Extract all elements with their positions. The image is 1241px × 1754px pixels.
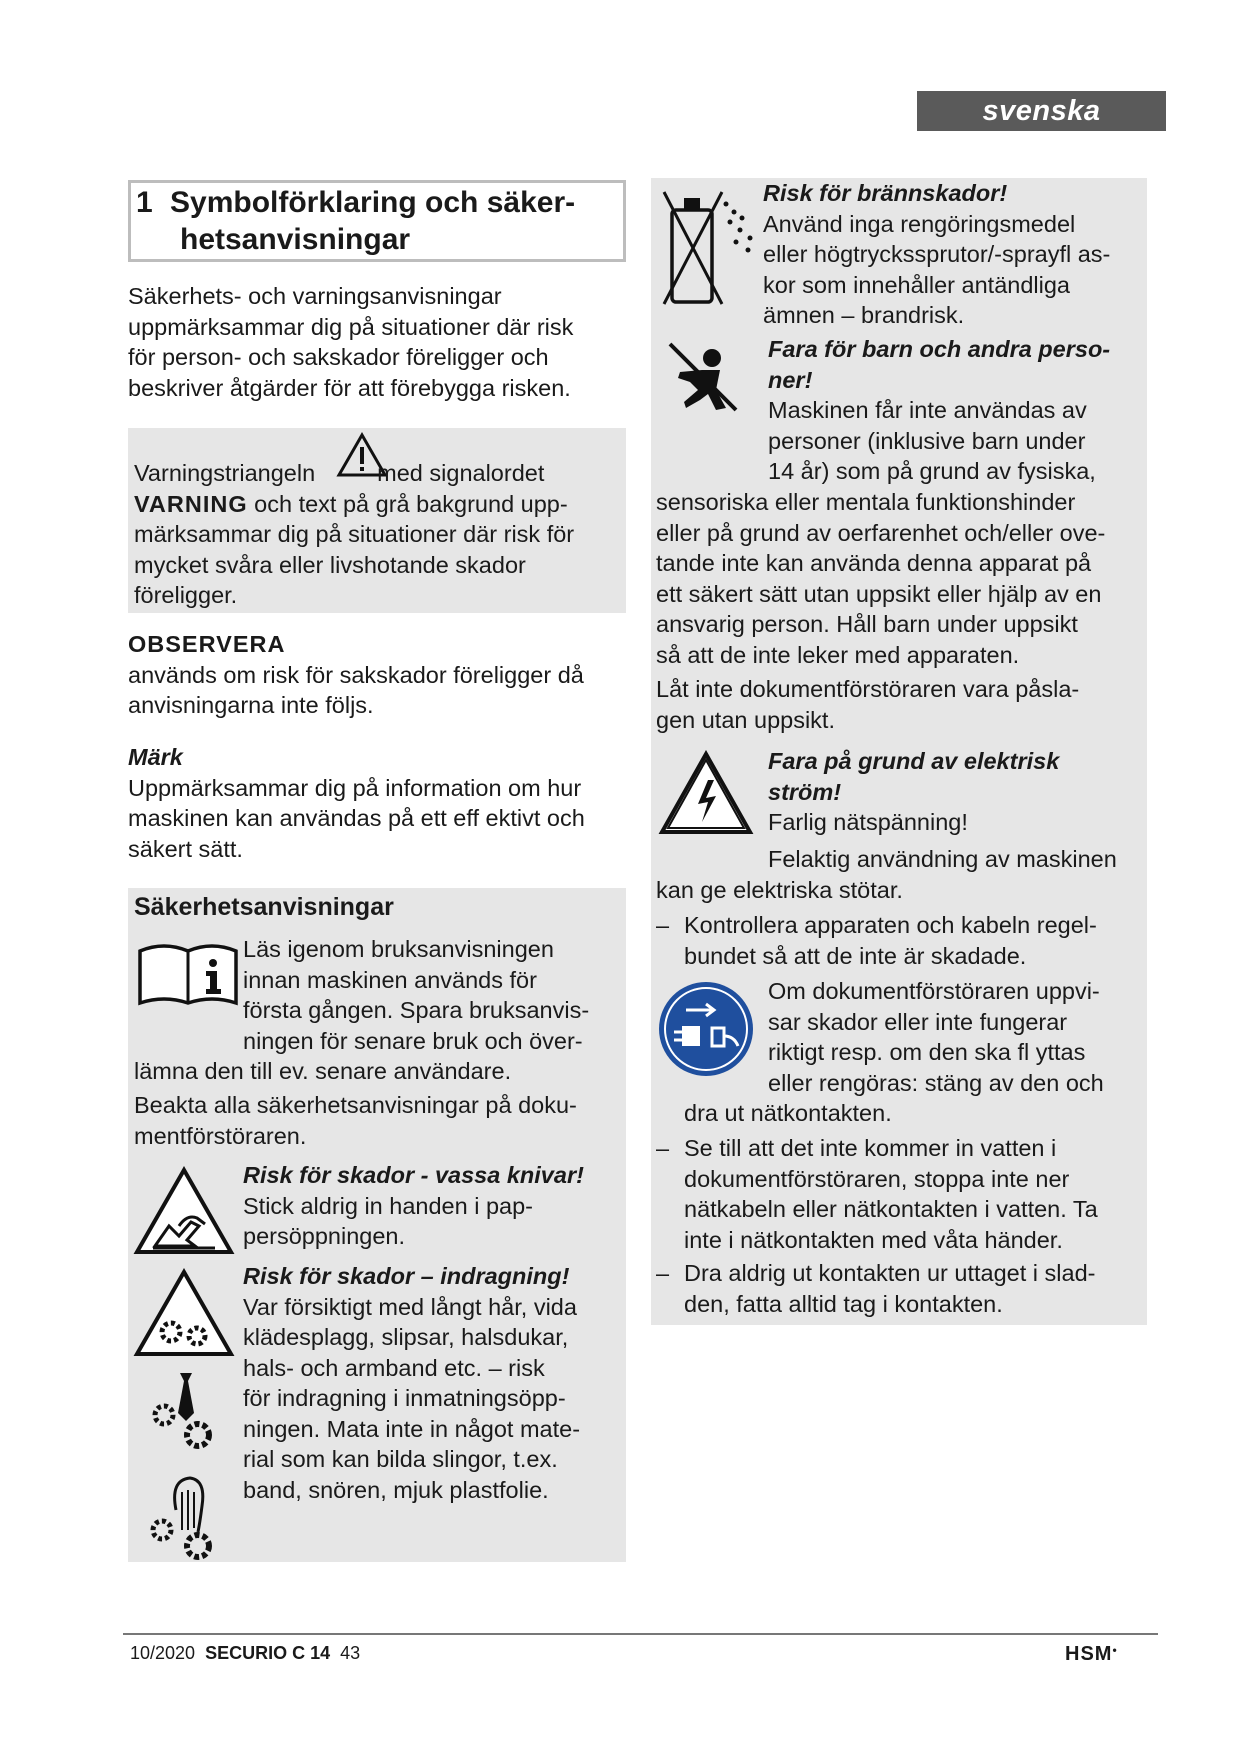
children-line: ansvarig person. Håll barn under uppsikt [656,611,1078,637]
manual-continuation: lämna den till ev. senare användare. [134,1058,512,1084]
entanglement-line: ningen. Mata inte in något mate- [243,1415,581,1442]
electric-misuse-line: Felaktig användning av maskinen [768,846,1117,872]
footer-divider [123,1633,1158,1635]
burn-line: eller högtryckssprutor/-sprayfl as- [763,241,1111,267]
water-line: inte i nätkontakten med våta händer. [684,1226,1063,1253]
check-line: bundet så att de inte är skadade. [684,942,1027,969]
section-heading [136,184,626,258]
observera-line: används om risk för sakskador föreligger då [128,661,584,688]
entanglement-line: band, snören, mjuk plastfolie. [243,1476,549,1503]
mark-section [128,742,630,864]
plug-line: den, fatta alltid tag i kontakten. [684,1290,1003,1317]
unplug-line: riktigt resp. om den ska fl yttas [768,1039,1086,1065]
water-line: Se till att det inte kommer in vatten i [684,1135,1057,1161]
observera-section [128,629,630,721]
footer-info [130,1643,360,1664]
manual-line: innan maskinen används för [243,966,537,993]
entanglement-line: Var försiktigt med långt hår, vida [243,1293,577,1320]
brand-text: HSM [1065,1643,1113,1665]
warning-text [134,458,624,611]
knife-warning-title: Risk för skador - vassa knivar! [243,1162,584,1188]
knife-line: Stick aldrig in handen i pap- [243,1192,534,1219]
intro-paragraph [128,281,630,403]
children-line: sensoriska eller mentala funktionshinder [656,489,1076,515]
unplug-line: Om dokumentförstöraren uppvi- [768,978,1100,1004]
intro-line: för person- och sakskador föreligger och [128,344,549,370]
knife-warning-text [243,1160,623,1252]
burn-line: ämnen – brandrisk. [763,302,965,328]
footer-model: SECURIO C 14 [205,1643,331,1663]
warning-line: föreligger. [134,582,238,608]
brand-logo: HSM• [1065,1643,1118,1665]
language-tab: svenska [917,91,1166,131]
electric-warning-text [768,746,1148,838]
water-item [656,1133,1146,1255]
no-spray-can-icon [660,188,756,308]
children-line: personer (inklusive barn under [768,427,1086,454]
mark-line: Uppmärksammar dig på information om hur [128,774,582,801]
knife-line: persöppningen. [243,1223,406,1249]
electric-hazard-icon [658,750,754,836]
plug-item [656,1258,1146,1319]
children-warning-title-2: ner! [768,366,813,393]
tie-entanglement-icon [146,1369,222,1449]
mark-title: Märk [128,744,183,770]
unplug-line: sar skador eller inte fungerar [768,1008,1068,1035]
warning-text-b: med signalordet [377,460,545,486]
entanglement-warning-icon [133,1268,235,1358]
electric-warning-title-2: ström! [768,778,842,805]
unplug-text [768,976,1148,1098]
warning-line: märksammar dig på situationer där risk för [134,521,575,547]
entanglement-warning-title: Risk för skador – indragning! [243,1263,570,1289]
mark-line: säkert sätt. [128,835,243,862]
children-warning-title-1: Fara för barn och andra perso- [768,336,1111,362]
intro-line: uppmärksammar dig på situationer där risk [128,313,574,340]
heading-line-2: hetsanvisningar [180,223,411,256]
observe-all-text [134,1090,624,1151]
observera-title: OBSERVERA [128,631,286,657]
sharp-knives-warning-icon [133,1166,235,1256]
water-line: dokumentförstöraren, stoppa inte ner [684,1165,1070,1192]
children-line: 14 år) som på grund av fysiska, [768,458,1096,484]
plug-line: Dra aldrig ut kontakten ur uttaget i slad- [684,1260,1096,1286]
intro-line: Säkerhets- och varningsanvisningar [128,283,502,309]
list-dash: – [656,1260,670,1286]
manual-line: första gången. Spara bruksanvis- [243,997,590,1023]
section-number: 1 [136,186,153,219]
entanglement-line: för indragning i inmatningsöpp- [243,1385,566,1411]
water-line: nätkabeln eller nätkontakten i vatten. Ta [684,1196,1098,1222]
burn-line: kor som innehåller antändliga [763,271,1070,298]
manual-text [243,934,623,1056]
unattended-line: gen utan uppsikt. [656,706,835,733]
check-cable-item [656,910,1146,971]
warning-line: och text på grå bakgrund upp- [247,490,568,517]
observe-line: Beakta alla säkerhetsanvisningar på doku- [134,1092,577,1118]
unplug-line: eller rengöras: stäng av den och [768,1069,1104,1096]
warning-line: mycket svåra eller livshotande skador [134,551,526,578]
unplug-mandatory-icon [656,980,756,1078]
list-dash: – [656,912,670,938]
electric-misuse-text [656,844,1156,905]
children-line: Maskinen får inte användas av [768,397,1087,423]
unattended-line: Låt inte dokumentförstöraren vara påsla- [656,676,1080,702]
children-line: eller på grund av oerfarenhet och/eller ove- [656,519,1106,546]
entanglement-line: klädesplagg, slipsar, halsdukar, [243,1324,569,1350]
list-dash: – [656,1135,670,1161]
read-manual-icon [136,941,240,1009]
signal-word: VARNING [134,490,248,517]
children-text-continued [656,487,1146,670]
children-line: så att de inte leker med apparaten. [656,641,1020,668]
burn-line: Använd inga rengöringsmedel [763,210,1076,237]
no-children-icon [664,338,742,416]
burn-warning-text [763,178,1147,331]
burn-warning-title: Risk för brännskador! [763,180,1008,206]
entanglement-line: hals- och armband etc. – risk [243,1354,545,1381]
safety-title: Säkerhetsanvisningar [134,893,394,921]
manual-line: Läs igenom bruksanvisningen [243,936,554,962]
entanglement-line: rial som kan bilda slingor, t.ex. [243,1446,558,1472]
observera-line: anvisningarna inte följs. [128,692,374,718]
observe-line: mentförstöraren. [134,1122,307,1149]
footer-date: 10/2020 [130,1643,196,1663]
check-line: Kontrollera apparaten och kabeln regel- [684,912,1097,938]
mark-line: maskinen kan användas på ett eff ektivt och [128,805,585,831]
children-line: ett säkert sätt utan uppsikt eller hjälp av en [656,580,1102,607]
warning-text-a: Varningstriangeln [134,460,316,486]
electric-warning-title-1: Fara på grund av elektrisk [768,748,1060,774]
children-line: tande inte kan använda denna apparat på [656,550,1092,576]
electric-line: Farlig nätspänning! [768,809,968,835]
unattended-text [656,674,1146,735]
electric-misuse-line: kan ge elektriska stötar. [656,876,903,903]
unplug-continuation: dra ut nätkontakten. [684,1100,892,1126]
heading-line-1: Symbolförklaring och säker- [170,186,576,219]
intro-line: beskriver åtgärder för att förebygga risken. [128,374,571,401]
children-warning-text [768,334,1148,487]
hair-entanglement-icon [146,1470,222,1560]
footer-page-number: 43 [340,1643,361,1663]
entanglement-warning-text [243,1261,623,1505]
manual-line: ningen för senare bruk och över- [243,1027,583,1054]
